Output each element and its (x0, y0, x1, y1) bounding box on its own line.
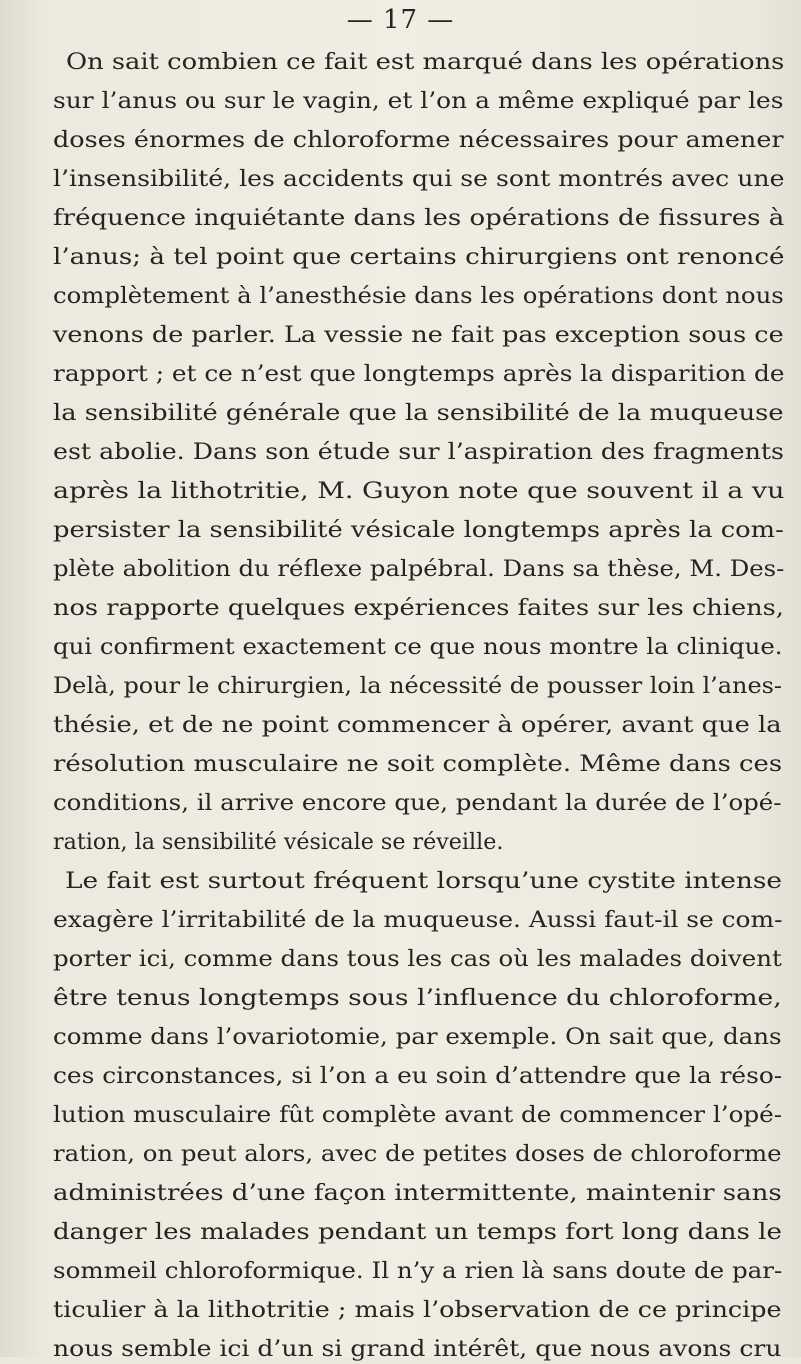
text-line: exagère l’irritabilité de la muqueuse. Aussi faut-il se com- (53, 907, 783, 933)
text-line: Delà, pour le chirurgien, la nécessité de pousser loin l’anes- (53, 673, 782, 699)
text-line: thésie, et de ne point commencer à opérer, avant que la (53, 712, 782, 738)
text-line: danger les malades pendant un temps fort long dans le (53, 1219, 782, 1245)
text-line: qui confirment exactement ce que nous montre la clinique. (53, 634, 783, 660)
text-line: l’insensibilité, les accidents qui se sont montrés avec une (53, 166, 785, 192)
text-line: après la lithotritie, M. Guyon note que souvent il a vu (53, 478, 785, 504)
page-number: — 17 — (346, 5, 455, 35)
text-line: l’anus; à tel point que certains chirurgiens ont renoncé (53, 244, 785, 270)
text-line: ration, on peut alors, avec de petites doses de chloroforme (53, 1141, 782, 1167)
text-line: sommeil chloroformique. Il n’y a rien là sans doute de par- (53, 1258, 783, 1284)
text-line: persister la sensibilité vésicale longtemps après la com- (53, 517, 784, 543)
text-line: être tenus longtemps sous l’influence du chloroforme, (53, 985, 782, 1011)
text-line: ces circonstances, si l’on a eu soin d’attendre que la réso- (53, 1063, 783, 1089)
text-line: comme dans l’ovariotomie, par exemple. On sait que, dans (53, 1024, 782, 1050)
text-line: résolution musculaire ne soit complète. Même dans ces (53, 751, 783, 777)
text-line: plète abolition du réflexe palpébral. Dans sa thèse, M. Des- (53, 556, 785, 582)
text-line: porter ici, comme dans tous les cas où les malades doivent (53, 946, 782, 972)
text-line: nos rapporte quelques expériences faites sur les chiens, (53, 595, 784, 621)
text-line: ration, la sensibilité vésicale se réveille. (53, 829, 504, 855)
text-line: venons de parler. La vessie ne fait pas exception sous ce (53, 322, 784, 348)
text-line: lution musculaire fût complète avant de commencer l’opé- (53, 1102, 783, 1128)
text-line: Le fait est surtout fréquent lorsqu’une cystite intense (65, 868, 783, 894)
text-line: On sait combien ce fait est marqué dans les opérations (66, 49, 785, 75)
text-line: administrées d’une façon intermittente, maintenir sans (53, 1180, 782, 1206)
text-line: doses énormes de chloroforme nécessaires pour amener (53, 127, 784, 153)
text-line: la sensibilité générale que la sensibilité de la muqueuse (53, 400, 784, 426)
text-line: ticulier à la lithotritie ; mais l’observation de ce principe (53, 1297, 782, 1323)
text-line: fréquence inquiétante dans les opérations de fissures à (53, 205, 785, 231)
text-line: rapport ; et ce n’est que longtemps après la disparition de (53, 361, 785, 387)
text-line: complètement à l’anesthésie dans les opérations dont nous (53, 283, 784, 309)
text-line: sur l’anus ou sur le vagin, et l’on a même expliqué par les (53, 88, 784, 114)
text-line: nous semble ici d’un si grand intérêt, que nous avons cru (53, 1336, 782, 1362)
text-line: conditions, il arrive encore que, pendant la durée de l’opé- (53, 790, 782, 816)
text-line: est abolie. Dans son étude sur l’aspiration des fragments (53, 439, 784, 465)
